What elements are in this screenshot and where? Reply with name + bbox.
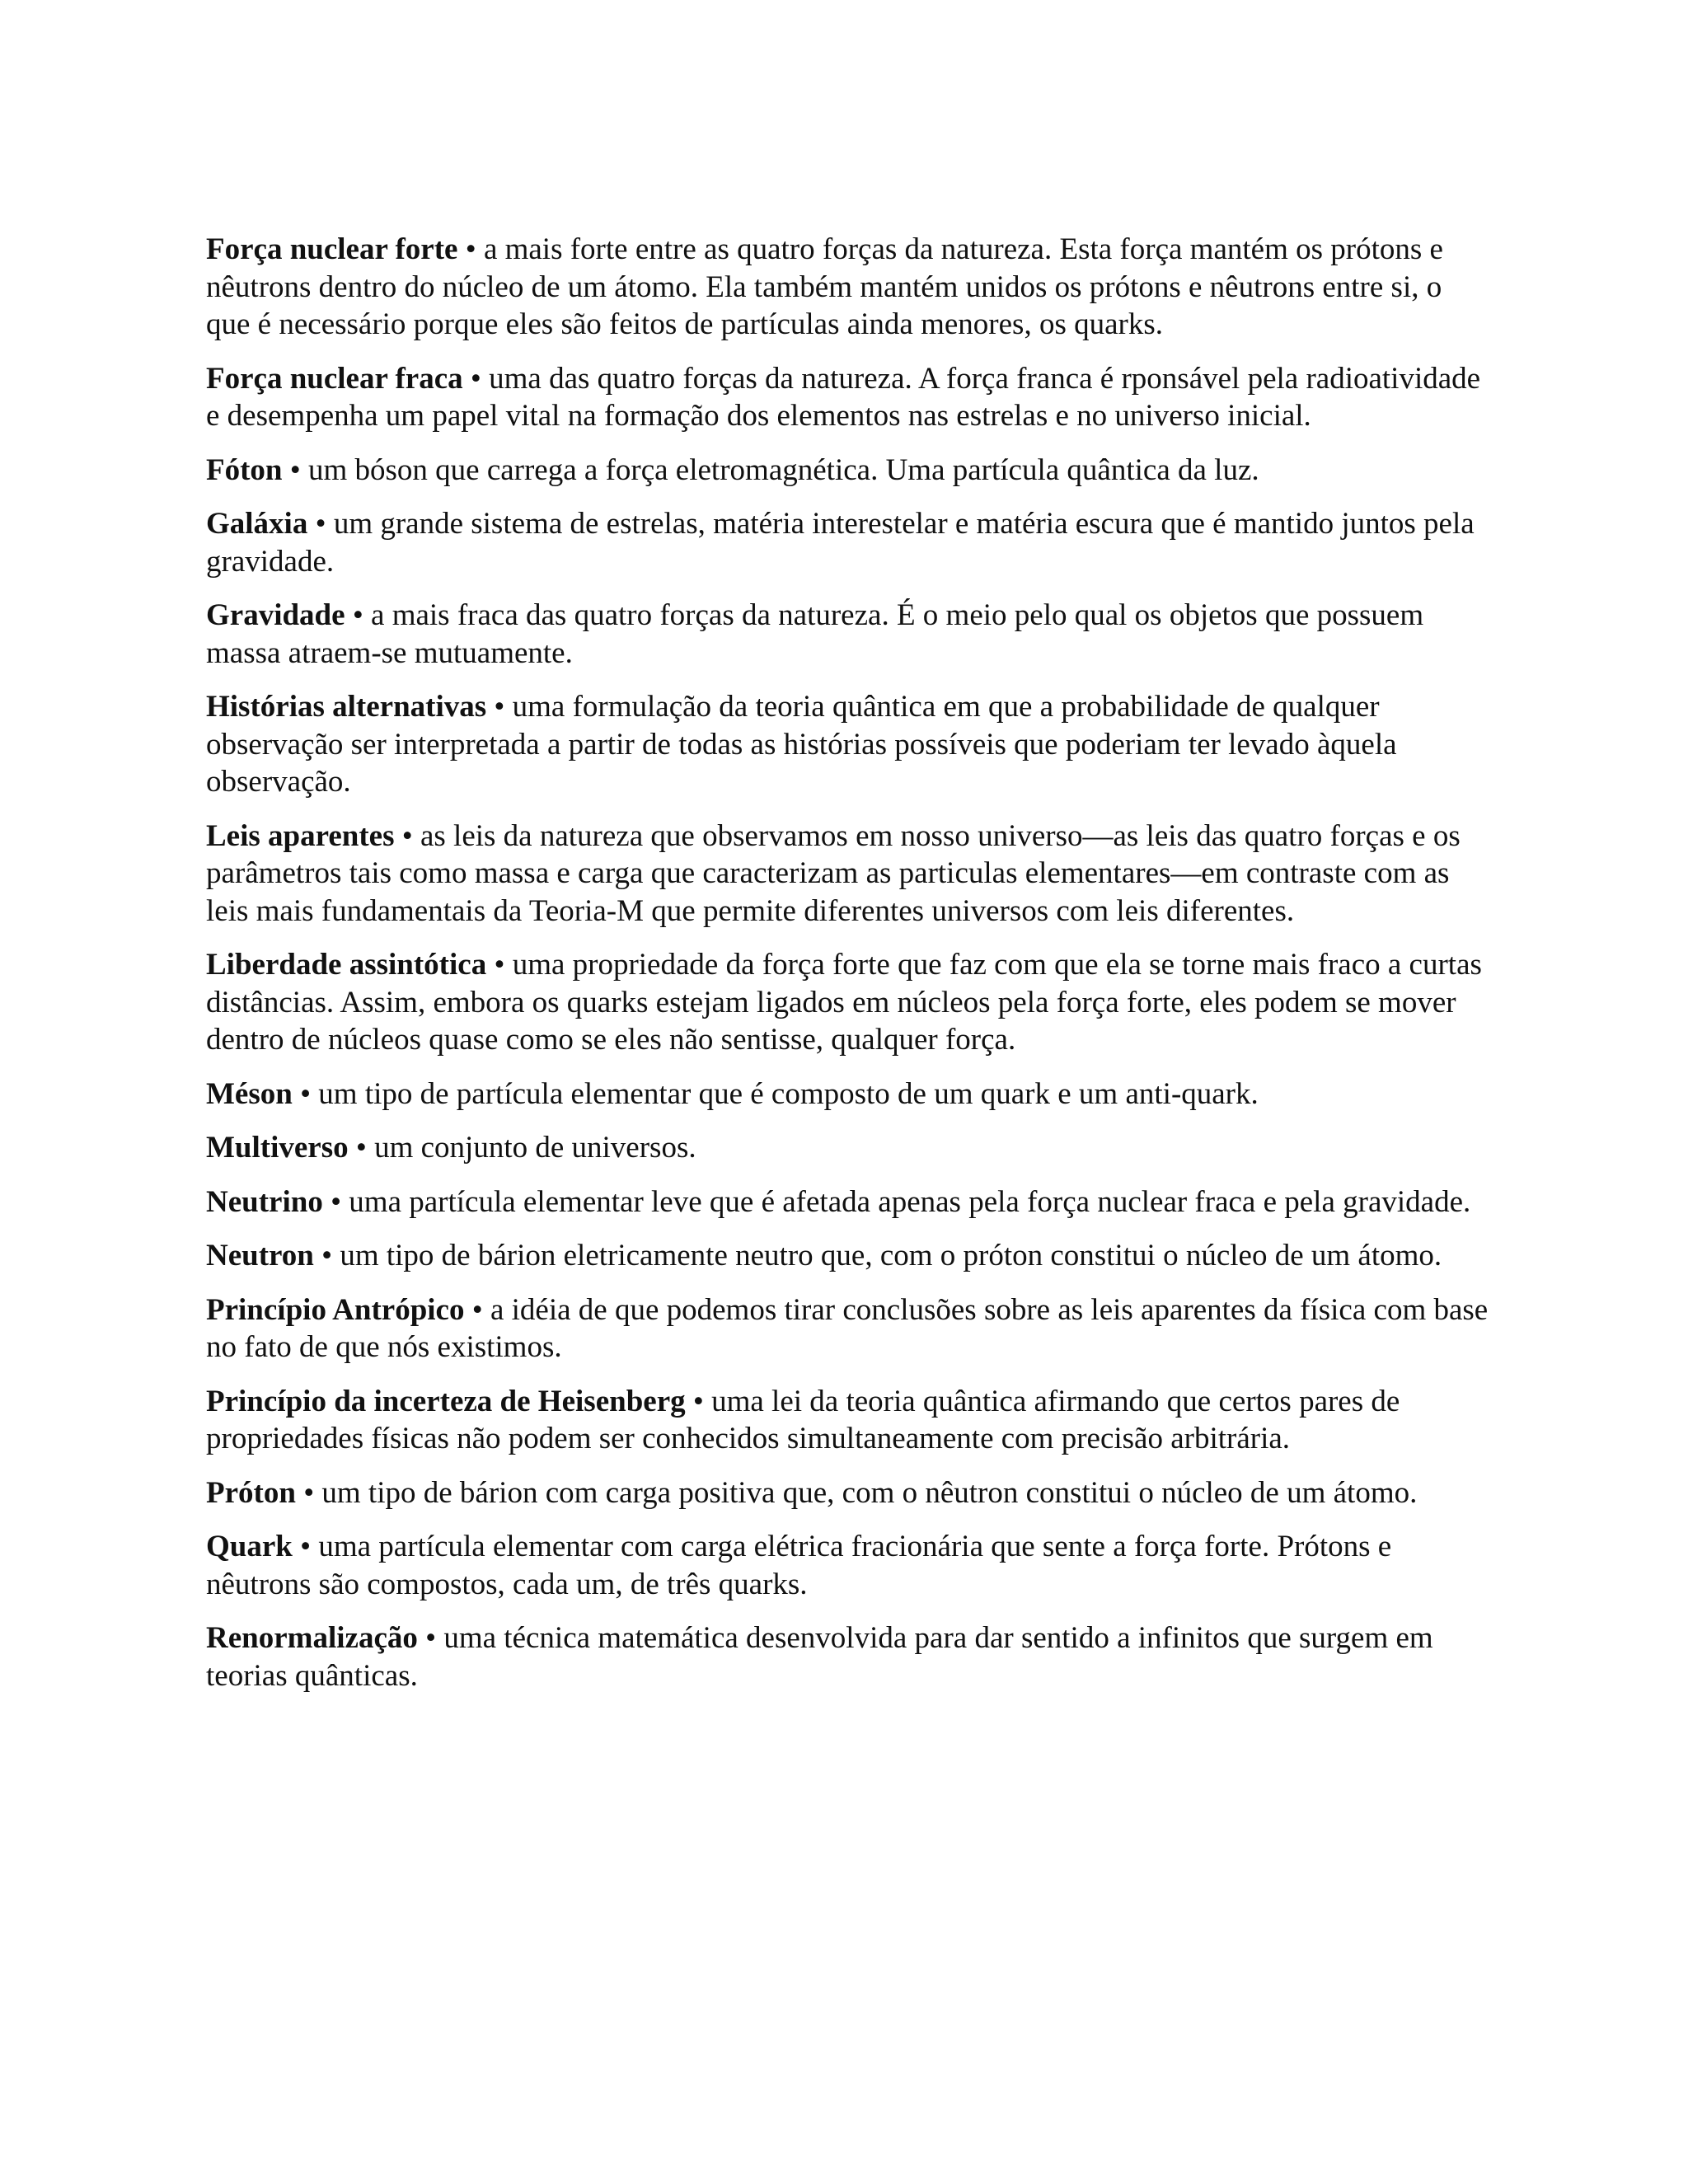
glossary-term: Força nuclear forte (206, 232, 458, 266)
glossary-definition: uma partícula elementar leve que é afetada apenas pela força nuclear fraca e pela gravidade. (349, 1184, 1471, 1219)
glossary-definition: um tipo de bárion com carga positiva que, com o nêutron constitui o núcleo de um átomo. (321, 1475, 1418, 1510)
glossary-entry (206, 688, 1492, 801)
bullet-separator: • (345, 598, 372, 632)
bullet-separator: • (307, 507, 334, 541)
glossary-entry (206, 818, 1492, 930)
glossary-definition: uma lei da teoria quântica afirmando que certos pares de propriedades físicas não podem ser conhecidos simultaneamente com precisão arbitrária. (206, 1384, 1400, 1455)
glossary-entry (206, 1528, 1492, 1603)
bullet-separator: • (457, 232, 484, 266)
glossary-term: Força nuclear fraca (206, 361, 463, 396)
glossary-term: Próton (206, 1475, 296, 1510)
glossary-entry (206, 505, 1492, 580)
glossary-definition: uma partícula elementar com carga elétrica fracionária que sente a força forte. Prótons e nêutrons são compostos, cada um, de três quarks. (206, 1530, 1392, 1601)
glossary-entry (206, 1183, 1492, 1221)
glossary-definition: a mais fraca das quatro forças da natureza. É o meio pelo qual os objetos que possuem massa atraem-se mutuamente. (206, 598, 1424, 670)
glossary-term: Galáxia (206, 507, 308, 541)
bullet-separator: • (394, 818, 420, 853)
glossary-entry (206, 1291, 1492, 1366)
glossary-term: Histórias alternativas (206, 690, 487, 724)
glossary-term: Leis aparentes (206, 818, 395, 853)
glossary-term: Fóton (206, 452, 283, 487)
glossary-term: Quark (206, 1530, 293, 1563)
glossary-term: Liberdade assintótica (206, 948, 487, 982)
bullet-separator: • (348, 1131, 375, 1165)
glossary-definition: a mais forte entre as quatro forças da natureza. Esta força mantém os prótons e nêutrons dentro do núcleo de um átomo. Ela também mantém unidos os prótons e nêutrons entre si, o que é necessário porque eles são feitos de partículas ainda menores, os quarks. (206, 232, 1443, 341)
glossary-list (206, 231, 1492, 1711)
bullet-separator: • (322, 1184, 349, 1219)
glossary-entry (206, 946, 1492, 1059)
glossary-definition: uma propriedade da força forte que faz com que ela se torne mais fraco a curtas distâncias. Assim, embora os quarks estejam ligados em núcleos pela força forte, eles podem se mover dentro de núcleos quase como se eles não sentisse, qualquer força. (206, 948, 1482, 1057)
glossary-definition: as leis da natureza que observamos em nosso universo—as leis das quatro forças e os parâmetros tais como massa e carga que caracterizam as particulas elementares—em contraste com as leis mais fundamentais da Teoria-M que permite diferentes universos com leis diferentes. (206, 818, 1461, 928)
glossary-definition: um bóson que carrega a força eletromagnética. Uma partícula quântica da luz. (307, 452, 1259, 487)
glossary-entry (206, 1129, 1492, 1167)
bullet-separator: • (486, 948, 513, 982)
glossary-entry (206, 1474, 1492, 1512)
glossary-entry (206, 1076, 1492, 1113)
bullet-separator: • (292, 1076, 319, 1111)
bullet-separator: • (282, 452, 308, 487)
glossary-entry (206, 1383, 1492, 1458)
glossary-term: Princípio Antrópico (206, 1292, 465, 1327)
bullet-separator: • (462, 361, 490, 396)
glossary-term: Gravidade (206, 598, 345, 632)
glossary-definition: um tipo de bárion eletricamente neutro que, com o próton constitui o núcleo de um átomo. (340, 1239, 1442, 1272)
glossary-entry (206, 1237, 1492, 1275)
glossary-term: Princípio da incerteza de Heisenberg (206, 1384, 686, 1418)
bullet-separator: • (295, 1475, 322, 1510)
glossary-term: Neutrino (206, 1184, 323, 1219)
glossary-term: Neutron (206, 1239, 314, 1272)
glossary-term: Renormalização (206, 1621, 418, 1655)
bullet-separator: • (486, 690, 513, 724)
glossary-definition: um conjunto de universos. (374, 1131, 696, 1165)
glossary-entry (206, 1619, 1492, 1694)
glossary-entry (206, 360, 1492, 435)
glossary-definition: uma das quatro forças da natureza. A força franca é rponsável pela radioatividade e desempenha um papel vital na formação dos elementos nas estrelas e no universo inicial. (206, 361, 1481, 433)
bullet-separator: • (292, 1530, 319, 1563)
glossary-entry (206, 452, 1492, 490)
glossary-entry (206, 597, 1492, 672)
bullet-separator: • (417, 1621, 444, 1655)
glossary-definition: um tipo de partícula elementar que é composto de um quark e um anti-quark. (318, 1076, 1259, 1111)
glossary-definition: um grande sistema de estrelas, matéria interestelar e matéria escura que é mantido juntos pela gravidade. (206, 507, 1475, 579)
glossary-definition: uma formulação da teoria quântica em que a probabilidade de qualquer observação ser interpretada a partir de todas as histórias possíveis que poderiam ter levado àquela observação. (206, 690, 1397, 799)
bullet-separator: • (685, 1384, 712, 1418)
glossary-definition: a idéia de que podemos tirar conclusões sobre as leis aparentes da física com base no fato de que nós existimos. (206, 1292, 1489, 1364)
glossary-term: Méson (206, 1076, 293, 1111)
bullet-separator: • (313, 1239, 340, 1272)
glossary-entry (206, 231, 1492, 344)
glossary-term: Multiverso (206, 1131, 349, 1165)
glossary-definition: uma técnica matemática desenvolvida para dar sentido a infinitos que surgem em teorias quânticas. (206, 1621, 1433, 1693)
bullet-separator: • (464, 1292, 490, 1327)
